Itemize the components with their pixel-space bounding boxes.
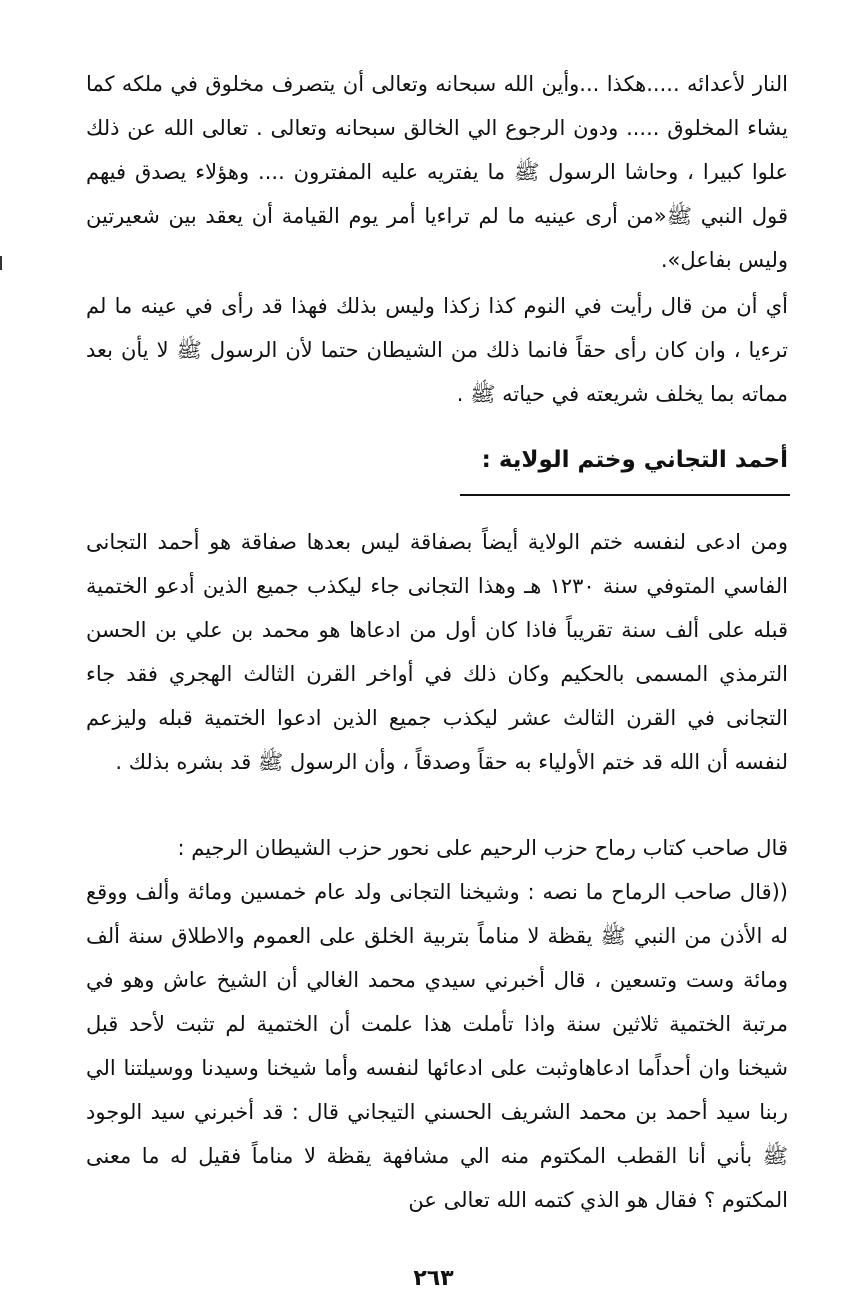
margin-mark (0, 256, 2, 270)
page-number: ٢٦٣ (413, 1266, 454, 1291)
paragraph-dream-vision: أي أن من قال رأيت في النوم كذا زكذا وليس بذلك فهذا قد رأى في عينه ما لم ترءيا ، وان كان رأى حقاً فانما ذلك من الشيطان حتما لأن الرسول ﷺ لا يأن بعد مماته بما يخلف شريعته في حياته ﷺ . (86, 294, 788, 406)
paragraph-continued: النار لأعدائه .....هكذا ...وأين الله سبحانه وتعالى أن يتصرف مخلوق في ملكه كما يشاء المخلوق ..... ودون الرجوع الي الخالق سبحانه وتعالى . تعالى الله عن ذلك علوا كبيرا ، وحاشا الرسول ﷺ ما يفتريه عليه المفترون .... وهؤلاء يصدق فيهم قول النبي ﷺ«من أرى عينيه ما لم تراءيا أمر يوم القيامة أن يعقد بين شعيرتين وليس بفاعل». (86, 72, 788, 272)
paragraph-quotation: ((قال صاحب الرماح ما نصه : وشيخنا التجانى ولد عام خمسين ومائة وألف ووقع له الأذن من النبي ﷺ يقظة لا مناماً بتربية الخلق على العموم والاطلاق سنة ألف ومائة وست وتسعين ، قال أخبرني سيدي محمد الغالي أن الشيخ عاش وهو في مرتبة الختمية ثلاثين سنة واذا تأملت هذا علمت أن الختمية لم تثبت لأحد قبل شيخنا وان أحداًما ادعاهاوثبت على ادعائها لنفسه وأما شيخنا وسيدنا ووسيلتنا الي ربنا سيد أحمد بن محمد الشريف الحسني التيجاني قال : قد أخبرني سيد الوجود ﷺ بأني أنا القطب المكتوم منه الي مشافهة يقظة لا مناماً فقيل له ما معنى المكتوم ؟ فقال هو الذي كتمه الله تعالى عن (86, 880, 788, 1212)
paragraph-citation-intro: قال صاحب كتاب رماح حزب الرحيم على نحور حزب الشيطان الرجيم : (177, 836, 788, 860)
heading-underline (460, 494, 790, 496)
section-heading: أحمد التجاني وختم الولاية : (481, 447, 788, 473)
paragraph-tijani-claim: ومن ادعى لنفسه ختم الولاية أيضاً بصفاقة ليس بعدها صفاقة هو أحمد التجانى الفاسي المتوفي سنة ١٢٣٠ هـ وهذا التجانى جاء ليكذب جميع الذين أدعو الختمية قبله على ألف سنة تقريباً فاذا كان أول من ادعاها هو محمد بن علي بن الحسن الترمذي المسمى بالحكيم وكان ذلك في أواخر القرن الثالث الهجري فقد جاء التجانى في القرن الثالث عشر ليكذب جميع الذين ادعوا الختمية قبله وليزعم لنفسه أن الله قد ختم الأولياء به حقاً وصدقاً ، وأن الرسول ﷺ قد بشره بذلك . (86, 530, 788, 774)
quotation-section (86, 826, 788, 1222)
